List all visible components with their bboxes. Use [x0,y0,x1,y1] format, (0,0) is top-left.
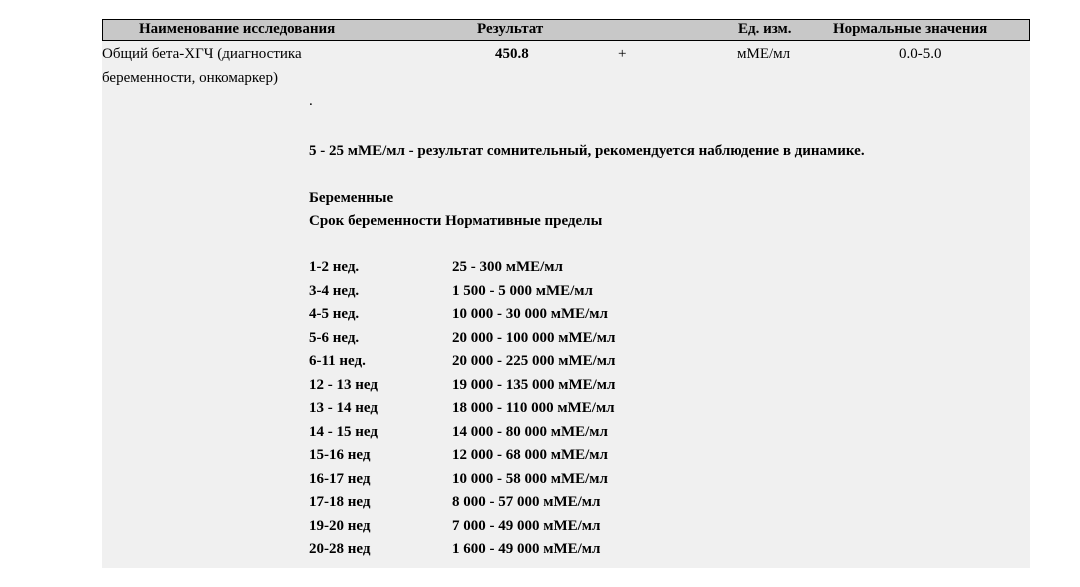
result-flag: + [618,46,627,62]
result-units: мМЕ/мл [737,46,791,62]
reference-range: 20 000 - 225 000 мМЕ/мл [452,353,616,369]
reference-term: 15-16 нед [309,447,371,463]
reference-range: 25 - 300 мМЕ/мл [452,259,563,275]
reference-range: 14 000 - 80 000 мМЕ/мл [452,423,608,440]
reference-term: 6-11 нед. [309,353,366,369]
reference-range: 8 000 - 57 000 мМЕ/мл [452,494,601,510]
reference-term: 5-6 нед. [309,329,360,346]
reference-term: 14 - 15 нед [309,423,378,440]
reference-range: 7 000 - 49 000 мМЕ/мл [452,517,601,534]
reference-table-header: Срок беременности Нормативные пределы [309,213,603,229]
reference-term: 19-20 нед [309,517,371,534]
reference-range: 19 000 - 135 000 мМЕ/мл [452,376,616,393]
reference-range: 10 000 - 58 000 мМЕ/мл [452,470,608,487]
reference-range: 10 000 - 30 000 мМЕ/мл [452,306,608,322]
result-value: 450.8 [495,46,529,62]
reference-term: 12 - 13 нед [309,376,378,393]
reference-range: 20 000 - 100 000 мМЕ/мл [452,329,616,346]
table-header [102,19,1030,41]
reference-term: 16-17 нед [309,470,371,487]
test-name-line-1: Общий бета-ХГЧ (диагностика [102,46,302,62]
reference-term: 17-18 нед [309,494,371,510]
header-norm: Нормальные значения [833,21,988,37]
normal-range: 0.0-5.0 [899,46,942,62]
test-name-line-2: беременности, онкомаркер) [102,70,278,86]
header-test-name: Наименование исследования [139,21,336,37]
note-dot: . [309,93,313,109]
reference-term: 4-5 нед. [309,306,360,322]
reference-range: 18 000 - 110 000 мМЕ/мл [452,400,615,416]
lab-report-sheet [102,19,1030,568]
pregnant-title: Беременные [309,190,394,206]
reference-term: 3-4 нед. [309,282,360,299]
reference-range: 12 000 - 68 000 мМЕ/мл [452,447,608,463]
reference-term: 20-28 нед [309,541,371,557]
header-result: Результат [477,21,544,37]
reference-range: 1 600 - 49 000 мМЕ/мл [452,541,601,557]
header-units: Ед. изм. [738,21,792,37]
reference-term: 1-2 нед. [309,259,360,275]
reference-range: 1 500 - 5 000 мМЕ/мл [452,282,593,299]
reference-term: 13 - 14 нед [309,400,378,416]
doubtful-result-note: 5 - 25 мМЕ/мл - результат сомнительный, рекомендуется наблюдение в динамике. [309,143,865,159]
